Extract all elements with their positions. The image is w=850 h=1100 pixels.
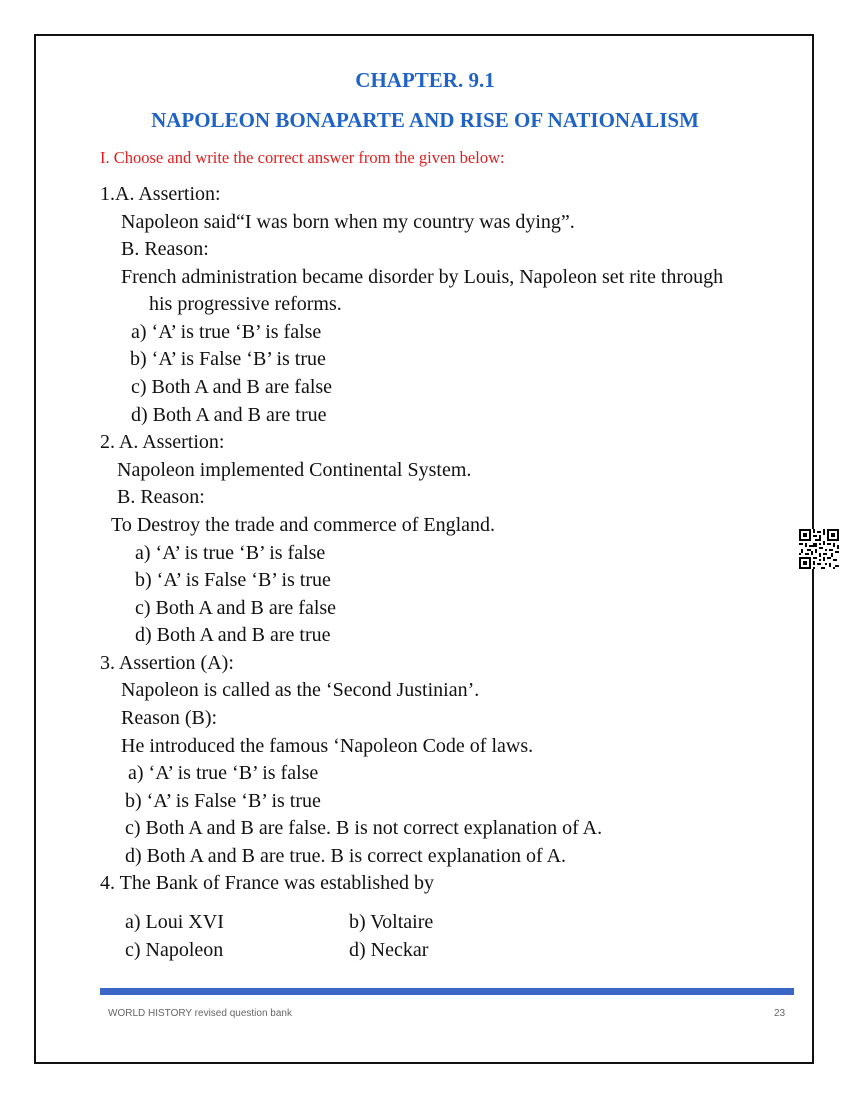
q2-option-a: a) ‘A’ is true ‘B’ is false [135,542,326,564]
q4-option-a: a) Loui XVI [125,911,224,933]
q1-reason-text-line2: his progressive reforms. [149,293,342,315]
q2-option-c: c) Both A and B are false [135,597,337,619]
q2-reason-text: To Destroy the trade and commerce of England. [111,514,496,536]
q1-option-d: d) Both A and B are true [131,404,327,426]
q3-option-c: c) Both A and B are false. B is not correct explanation of A. [125,817,603,839]
q1-assertion-text: Napoleon said“I was born when my country was dying”. [121,211,575,233]
footer-divider [100,988,794,995]
q3-reason-label: Reason (B): [121,707,218,729]
q1-option-c: c) Both A and B are false [131,376,333,398]
q4-question: 4. The Bank of France was established by [100,872,434,894]
q3-option-d: d) Both A and B are true. B is correct explanation of A. [125,845,567,867]
q3-assertion-label: 3. Assertion (A): [100,652,234,674]
q2-reason-label: B. Reason: [117,486,205,508]
q3-option-a: a) ‘A’ is true ‘B’ is false [128,762,319,784]
q1-option-a: a) ‘A’ is true ‘B’ is false [131,321,322,343]
q2-assertion-text: Napoleon implemented Continental System. [117,459,472,481]
q1-assertion-label: 1.A. Assertion: [100,183,221,205]
q2-assertion-label: 2. A. Assertion: [100,431,225,453]
q3-option-b: b) ‘A’ is False ‘B’ is true [125,790,321,812]
chapter-number: CHAPTER. 9.1 [355,68,495,92]
page-number: 23 [774,1008,786,1019]
q3-reason-text: He introduced the famous ‘Napoleon Code of laws. [121,735,534,757]
chapter-title: NAPOLEON BONAPARTE AND RISE OF NATIONALISM [151,108,699,132]
q2-option-d: d) Both A and B are true [135,624,331,646]
q3-assertion-text: Napoleon is called as the ‘Second Justinian’. [121,679,480,701]
q4-option-d: d) Neckar [349,939,429,961]
q1-reason-label: B. Reason: [121,238,209,260]
q2-option-b: b) ‘A’ is False ‘B’ is true [135,569,331,591]
q1-option-b: b) ‘A’ is False ‘B’ is true [130,348,326,370]
footer-book-title: WORLD HISTORY revised question bank [108,1008,292,1019]
qr-code-icon [799,529,839,569]
q1-reason-text-line1: French administration became disorder by Louis, Napoleon set rite through [121,266,724,288]
q4-option-c: c) Napoleon [125,939,224,961]
section-instruction: I. Choose and write the correct answer from the given below: [100,148,505,167]
q4-option-b: b) Voltaire [349,911,434,933]
